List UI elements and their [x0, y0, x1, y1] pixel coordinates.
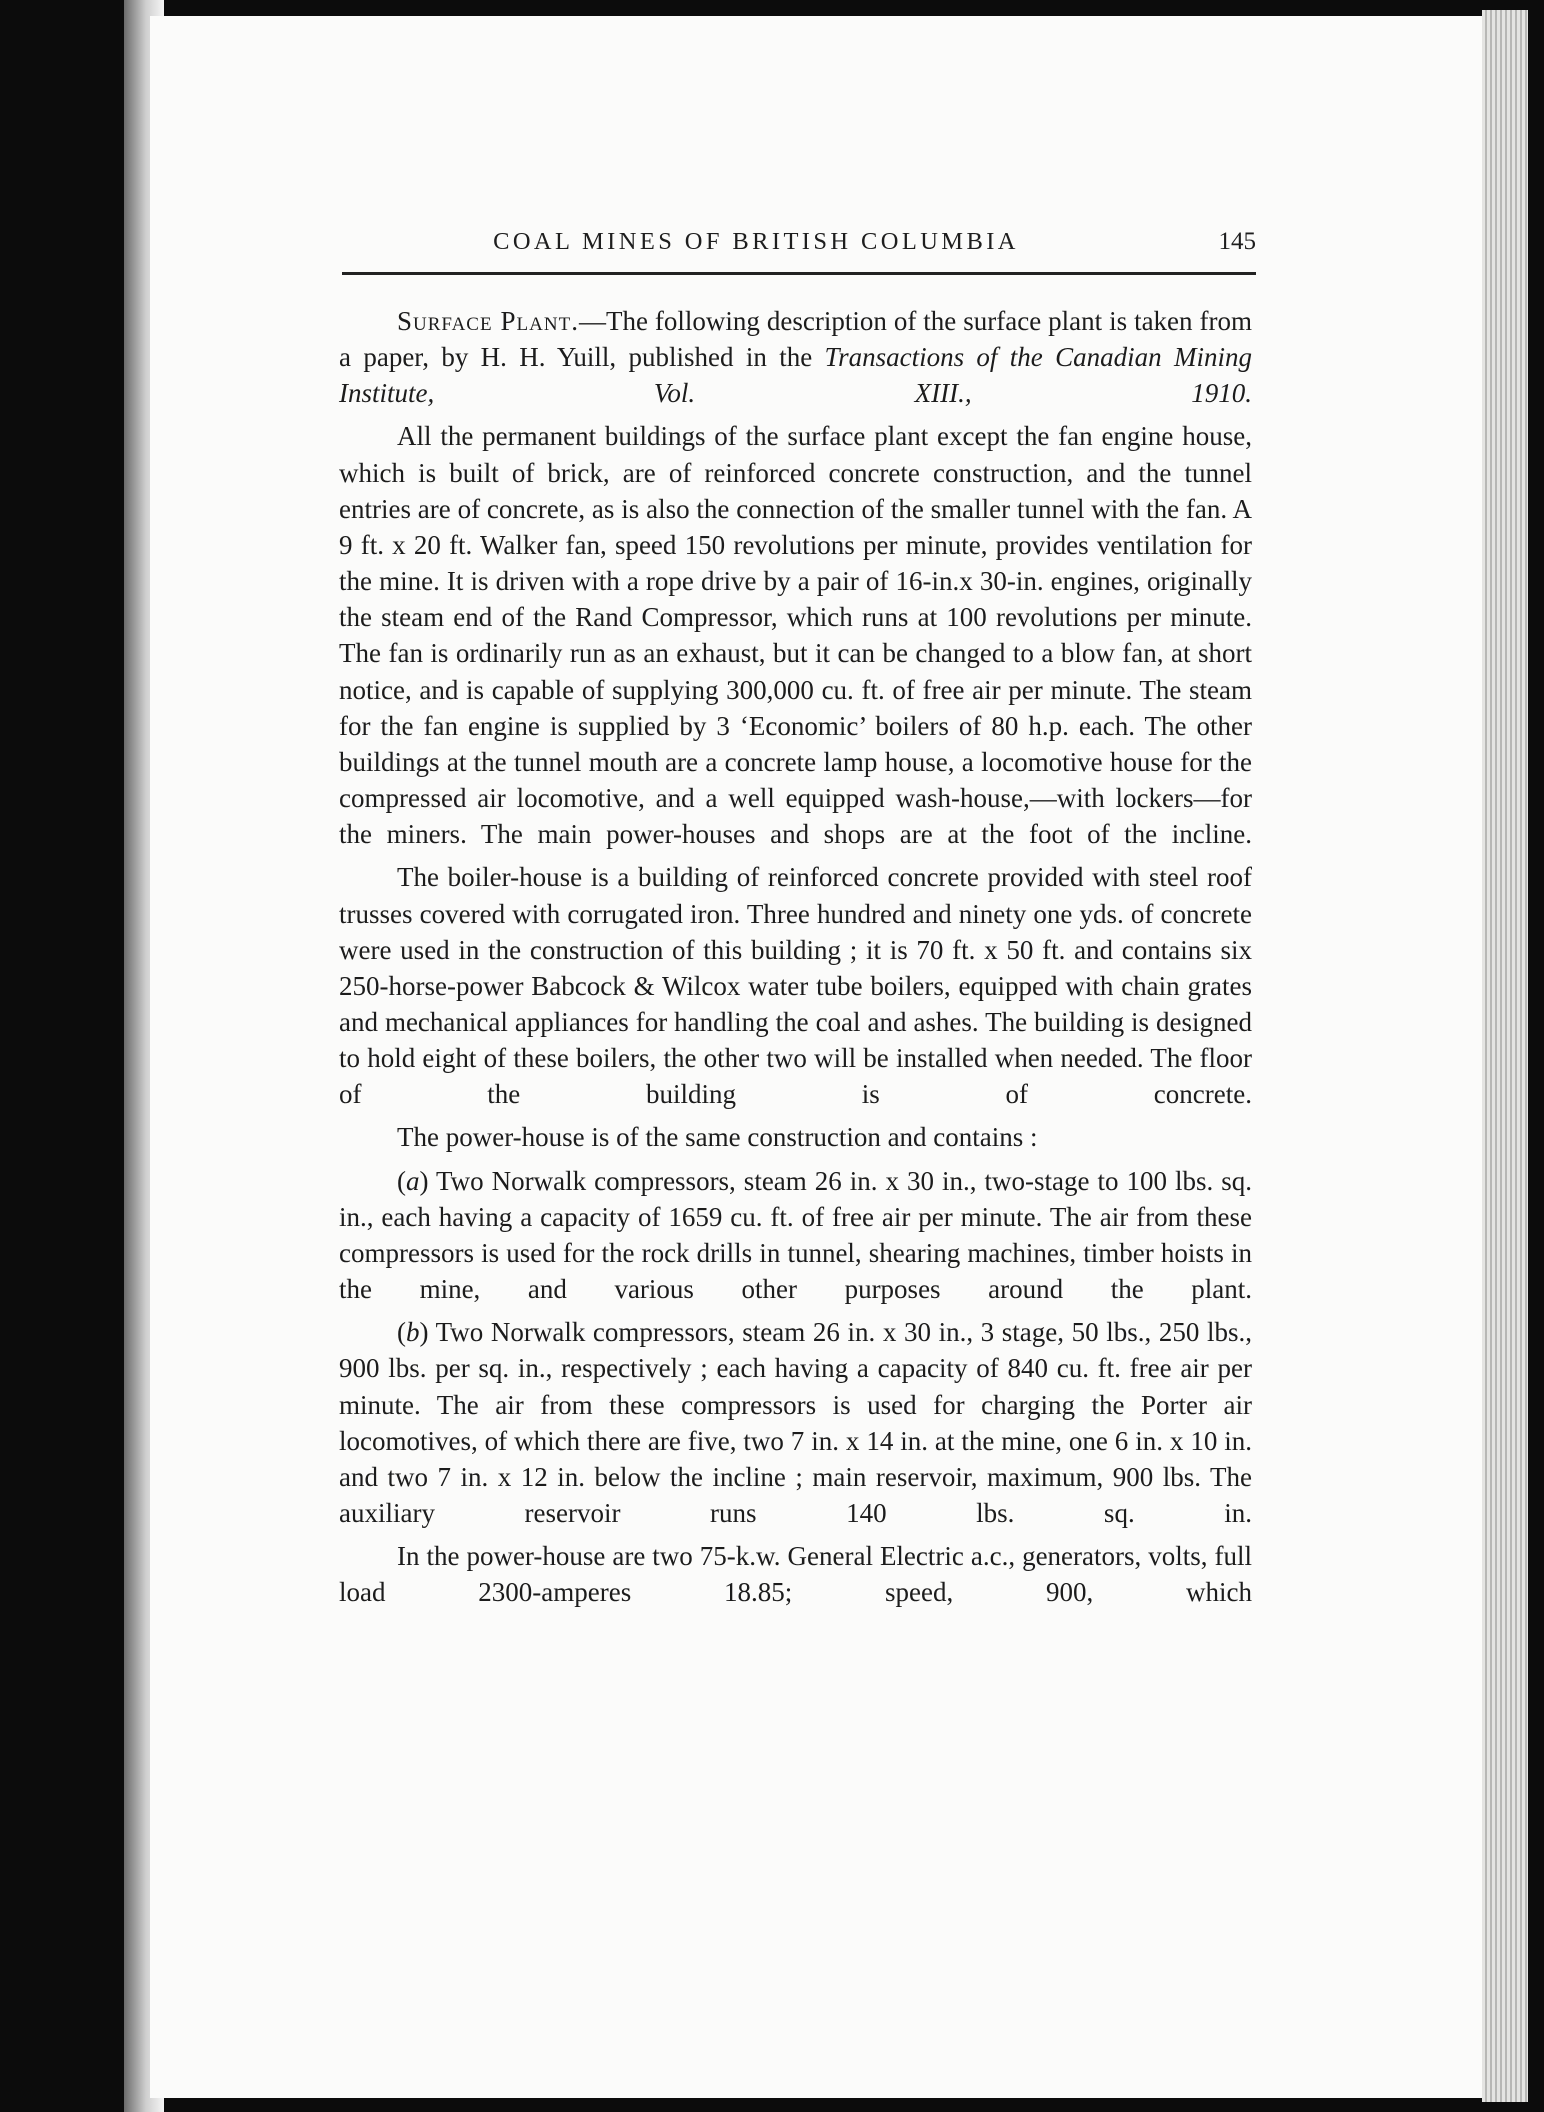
paragraph-surface-plant [339, 303, 1252, 411]
running-head [342, 224, 1256, 275]
running-head-title: COAL MINES OF BRITISH COLUMBIA [493, 228, 1019, 255]
paragraph-text: The boiler-house is a building of reinforced concrete provided with steel roof trusses covered with corrugated iron. Three hundred and ninety one yds. of concrete were used in the construction of this building ; it is 70 ft. x 50 ft. and contains six 250-horse-power Babcock & Wilcox water tube boilers, equipped with chain grates and mechanical appliances for handling the coal and ashes. The building is designed to hold eight of these boilers, the other two will be installed when needed. The floor of the building is of concrete. [339, 862, 1252, 1110]
citation-transactions: Transactions of the Canadian Mining Institute, Vol. XIII., 1910. [339, 342, 1252, 409]
paragraph-generators [339, 1538, 1252, 1610]
list-label-a: a [406, 1165, 420, 1196]
section-heading-surface-plant: Surface Plant. [397, 306, 579, 336]
list-item-a: (a) Two Norwalk compressors, steam 26 in. x 30 in., two-stage to 100 lbs. sq. in., each having a capacity of 1659 cu. ft. of free air per minute. The air from these compressors is used for the rock drills in tunnel, shearing machines, timber hoists in the mine, and various other purposes around the plant. [339, 1165, 1252, 1305]
page-number: 145 [1218, 228, 1256, 255]
paragraph-boiler-house [339, 859, 1252, 1112]
page-fore-edge [1482, 10, 1528, 2102]
paragraph-text: Two Norwalk compressors, steam 26 in. x 30 in., 3 stage, 50 lbs., 250 lbs., 900 lbs. per sq. in., respectively ; each having a capacity of 840 cu. ft. free air per minute. The air from these compressors is used for charging the Porter air locomotives, of which there are five, two 7 in. x 14 in. at the mine, one 6 in. x 10 in. and two 7 in. x 12 in. below the incline ; main reservoir, maximum, 900 lbs. The auxiliary reservoir runs 140 lbs. sq. in. [339, 1317, 1252, 1528]
paragraph-text: All the permanent buildings of the surface plant except the fan engine house, which is built of brick, are of reinforced concrete construction, and the tunnel entries are of concrete, as is also the connection of the smaller tunnel with the fan. A 9 ft. x 20 ft. Walker fan, speed 150 revolutions per minute, provides ventilation for the mine. It is driven with a rope drive by a pair of 16-in.x 30-in. engines, originally the steam end of the Rand Compressor, which runs at 100 revolutions per minute. The fan is ordinarily run as an exhaust, but it can be changed to a blow fan, at short notice, and is capable of supplying 300,000 cu. ft. of free air per minute. The steam for the fan engine is supplied by 3 ‘Economic’ boilers of 80 h.p. each. The other buildings at the tunnel mouth are a concrete lamp house, a locomotive house for the compressed air locomotive, and a well equipped wash-house,—with lockers—for the miners. The main power-houses and shops are at the foot of the incline. [339, 421, 1252, 850]
paragraph-text: Two Norwalk compressors, steam 26 in. x 30 in., two-stage to 100 lbs. sq. in., each having a capacity of 1659 cu. ft. of free air per minute. The air from these compressors is used for the rock drills in tunnel, shearing machines, timber hoists in the mine, and various other purposes around the plant. [339, 1165, 1252, 1305]
paragraph-text: In the power-house are two 75-k.w. General Electric a.c., generators, volts, full load 2300-amperes 18.85; speed, 900, which [339, 1541, 1252, 1608]
paragraph-permanent-buildings [339, 418, 1252, 852]
list-item-b: (b) Two Norwalk compressors, steam 26 in. x 30 in., 3 stage, 50 lbs., 250 lbs., 900 lbs. per sq. in., respectively ; each having a capacity of 840 cu. ft. free air per minute. The air from these compressors is used for charging the Porter air locomotives, of which there are five, two 7 in. x 14 in. at the mine, one 6 in. x 10 in. and two 7 in. x 12 in. below the incline ; main reservoir, maximum, 900 lbs. The auxiliary reservoir runs 140 lbs. sq. in. [339, 1317, 1252, 1528]
list-label-b: b [406, 1317, 420, 1348]
body-text [339, 303, 1252, 1610]
paragraph-text: —The following description of the surface plant is taken from a paper, by H. H. Yuill, published in the [339, 306, 1252, 373]
paragraph-power-house-intro [339, 1119, 1252, 1155]
paragraph-text: The power-house is of the same construction and contains : [397, 1122, 1038, 1153]
